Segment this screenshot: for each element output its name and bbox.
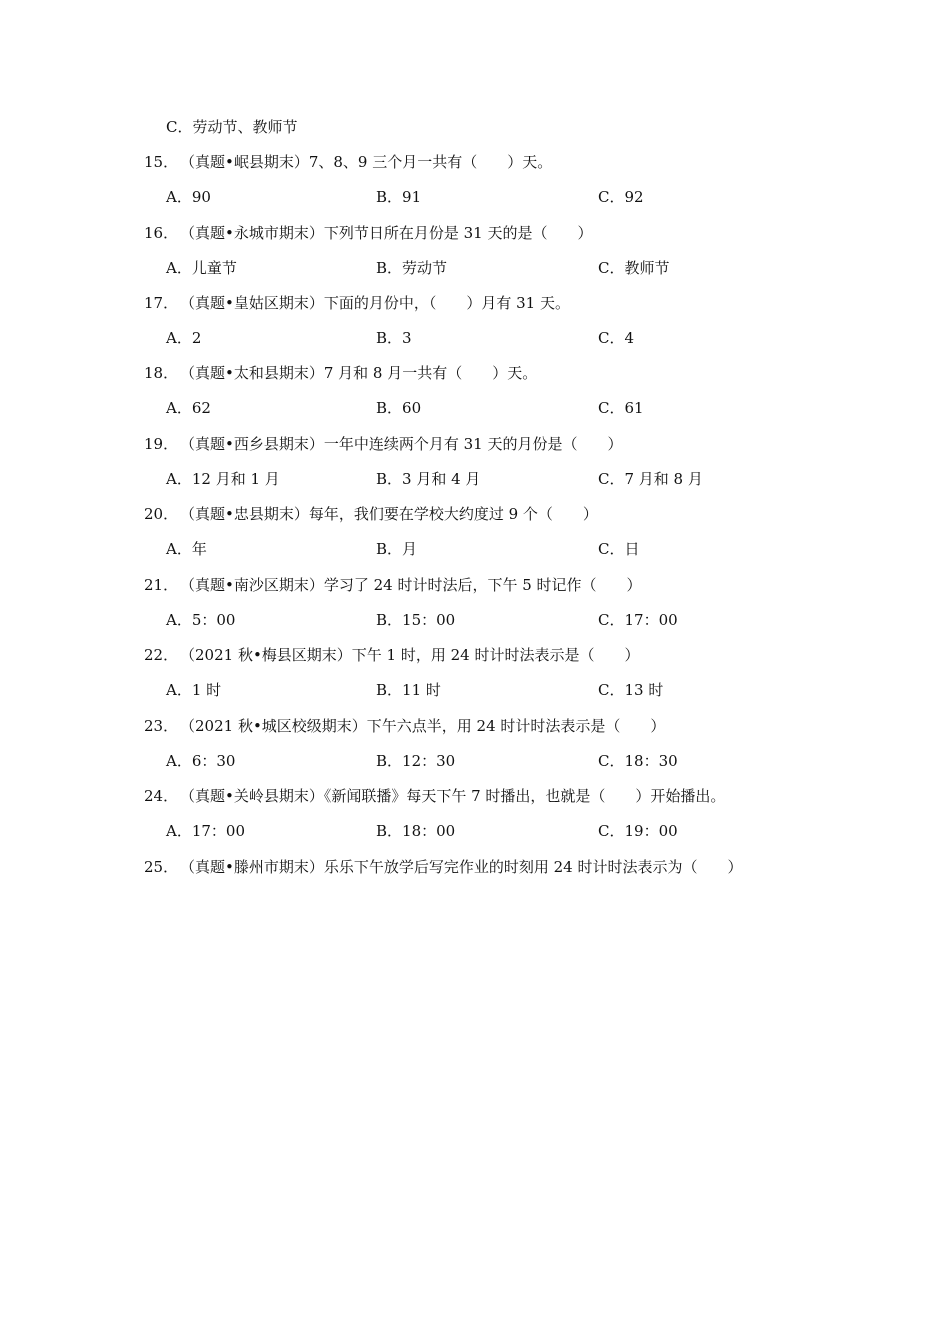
question-number: 19．: [144, 435, 179, 453]
question-19: [144, 437, 622, 452]
question-number: 15．: [144, 153, 179, 171]
option-a: A．6：30: [166, 752, 236, 770]
question-18: [144, 366, 537, 381]
question-text: （真题•永城市期末）下列节日所在月份是 31 天的是（ ）: [180, 224, 593, 242]
option-a: A．12 月和 1 月: [166, 470, 280, 488]
question-number: 20．: [144, 505, 179, 523]
option-a: A．90: [166, 188, 211, 206]
question-text: （真题•滕州市期末）乐乐下午放学后写完作业的时刻用 24 时计时法表示为（ ）: [180, 858, 743, 876]
option-c: C．61: [598, 399, 644, 417]
question-text: （真题•南沙区期末）学习了 24 时计时法后，下午 5 时记作（ ）: [180, 576, 642, 594]
question-number: 23．: [144, 717, 179, 735]
question-23: [144, 719, 665, 734]
option-c: C．17：00: [598, 611, 678, 629]
option-a: A．62: [166, 399, 211, 417]
question-number: 17．: [144, 294, 179, 312]
option-c: C．教师节: [598, 259, 670, 277]
question-text: （2021 秋•城区校级期末）下午六点半，用 24 时计时法表示是（ ）: [180, 717, 666, 735]
option-c: C．18：30: [598, 752, 678, 770]
question-text: （真题•皇姑区期末）下面的月份中，（ ）月有 31 天。: [180, 294, 570, 312]
option-b: B．18：00: [376, 822, 456, 840]
option-c: C．7 月和 8 月: [598, 470, 703, 488]
option-b: B．11 时: [376, 681, 441, 699]
option-b: B．91: [376, 188, 422, 206]
option-b: B．12：30: [376, 752, 456, 770]
option-c: C．19：00: [598, 822, 678, 840]
question-24: [144, 789, 725, 804]
option-c: C．92: [598, 188, 644, 206]
question-text: （2021 秋•梅县区期末）下午 1 时，用 24 时计时法表示是（ ）: [180, 646, 640, 664]
option-b: B．月: [376, 540, 418, 558]
question-text: （真题•西乡县期末）一年中连续两个月有 31 天的月份是（ ）: [180, 435, 623, 453]
question-22: [144, 648, 640, 663]
question-17: [144, 296, 570, 311]
question-text: （真题•关岭县期末）《新闻联播》每天下午 7 时播出，也就是（ ）开始播出。: [180, 787, 726, 805]
option-a: A．17：00: [166, 822, 246, 840]
question-number: 25．: [144, 858, 179, 876]
question-21: [144, 578, 642, 593]
option-b: B．60: [376, 399, 422, 417]
question-number: 24．: [144, 787, 179, 805]
question-number: 22．: [144, 646, 179, 664]
option-b: B．15：00: [376, 611, 456, 629]
question-number: 21．: [144, 576, 179, 594]
option-c: C．13 时: [598, 681, 664, 699]
question-text: （真题•忠县期末）每年，我们要在学校大约度过 9 个（ ）: [180, 505, 598, 523]
question-number: 16．: [144, 224, 179, 242]
question-20: [144, 507, 598, 522]
option-a: A．儿童节: [166, 259, 237, 277]
option-a: A．1 时: [166, 681, 222, 699]
question-text: （真题•岷县期末）7、8、9 三个月一共有（ ）天。: [180, 153, 553, 171]
option-b: B．3 月和 4 月: [376, 470, 481, 488]
option-b: B．3: [376, 329, 412, 347]
option-c: C．4: [598, 329, 635, 347]
option-c: C．日: [598, 540, 640, 558]
option-a: A．5：00: [166, 611, 236, 629]
option-a: A．年: [166, 540, 207, 558]
question-text: （真题•太和县期末）7 月和 8 月一共有（ ）天。: [180, 364, 538, 382]
question-25: [144, 860, 742, 875]
question-number: 18．: [144, 364, 179, 382]
question-16: [144, 226, 592, 241]
option-a: A．2: [166, 329, 202, 347]
option-c-carryover: C．劳动节、教师节: [166, 118, 298, 136]
option-b: B．劳动节: [376, 259, 448, 277]
question-15: [144, 155, 552, 170]
